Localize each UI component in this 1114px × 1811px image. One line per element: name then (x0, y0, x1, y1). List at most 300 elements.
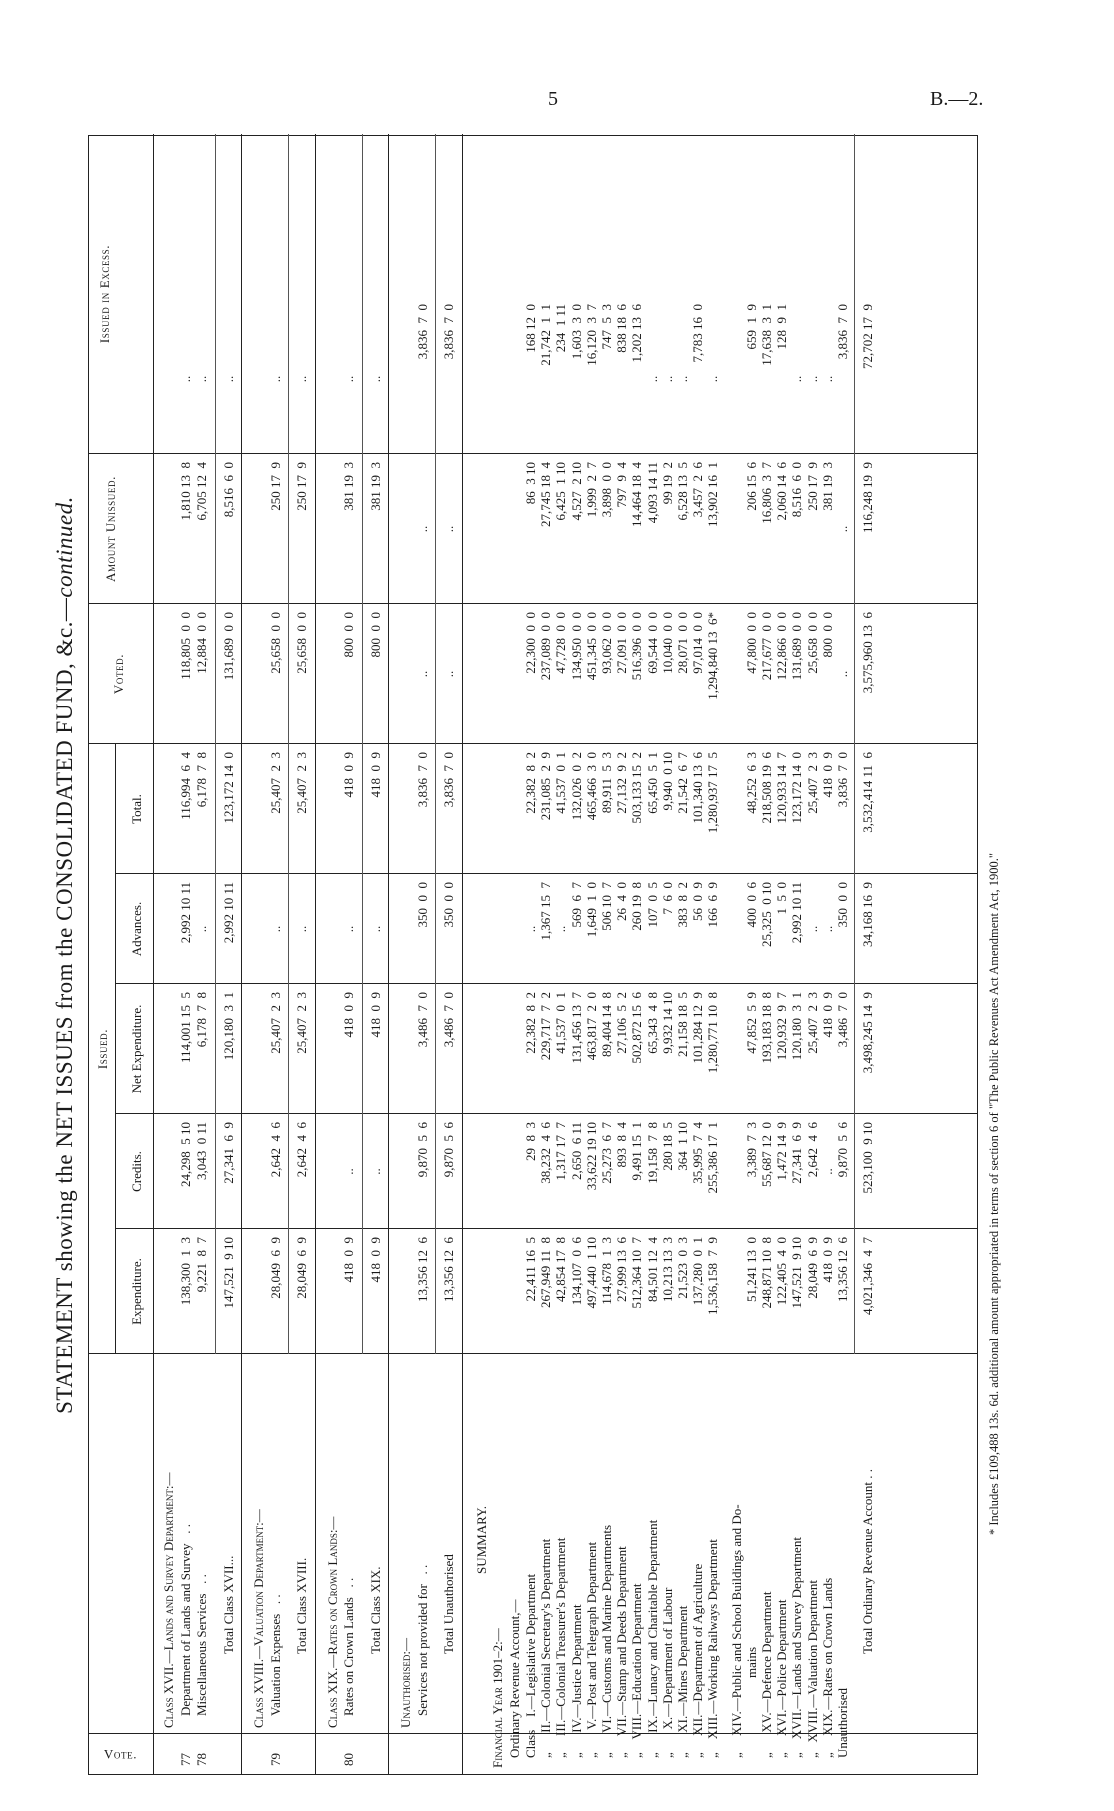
summary-adv: .. (804, 925, 820, 933)
header-advances: Advances. (129, 901, 144, 957)
summary-cred: 9,491 15 1 (629, 1122, 645, 1181)
total-net: 25,407 2 3 (294, 992, 309, 1054)
row-rule (388, 134, 389, 1774)
summary-total-uns: 116,248 19 9 (860, 462, 876, 534)
summary-exp: 22,411 16 5 (523, 1237, 538, 1302)
summary-voted: 93,062 0 0 (599, 612, 614, 674)
class-title: Unauthorised:— (398, 1638, 413, 1728)
paper-reference: B.—2. (930, 88, 984, 110)
summary-cred: 2,650 6 11 (568, 1122, 584, 1181)
total-label: Total Class XIX. (367, 1566, 383, 1654)
total-exp: 28,049 6 9 (294, 1237, 309, 1299)
summary-net: 65,343 4 8 (644, 992, 660, 1054)
summary-uns: 381 19 3 (819, 462, 835, 511)
summary-adv: 1 5 0 (774, 882, 790, 915)
total-tot: 3,836 7 0 (441, 752, 456, 808)
summary-row-label: „ XI.—Mines Department (675, 1605, 690, 1758)
row-rule (115, 744, 116, 1354)
header-issued-in-excess: Issued in Excess. (97, 244, 112, 344)
summary-net: 3,486 7 0 (835, 992, 850, 1048)
summary-cred: 55,687 12 0 (759, 1122, 774, 1187)
header-expenditure: Expenditure. (129, 1258, 144, 1325)
footnote: * Includes £109,488 13s. 6d. additional amount appropriated in terms of section 6 of "The Public Revenues Act Amendment Act, 1900." (987, 853, 1001, 1535)
summary-net: 89,404 14 8 (599, 992, 614, 1057)
summary-cred: 364 1 10 (675, 1122, 690, 1171)
total-uns: 250 17 9 (294, 462, 309, 511)
summary-exp: 122,405 4 0 (774, 1237, 790, 1306)
summary-row-label: „ XVII.—Lands and Survey Department (789, 1537, 805, 1758)
item-name: Valuation Expenses . . (267, 1594, 283, 1716)
summary-tot: 65,450 5 1 (644, 752, 660, 814)
total-adv: 350 0 0 (441, 882, 456, 928)
summary-tot: 9,940 0 10 (659, 752, 675, 811)
summary-tot: 48,252 6 3 (743, 752, 759, 814)
summary-exp: 1,536,158 7 9 (705, 1237, 721, 1315)
summary-exc: 1,603 3 0 (568, 304, 584, 360)
total-uns: 381 19 3 (367, 462, 383, 511)
summary-exp: 512,364 10 7 (629, 1237, 645, 1309)
summary-cred: 1,317 17 7 (553, 1122, 569, 1181)
summary-exp: 248,871 10 8 (759, 1237, 774, 1309)
summary-net: 418 0 9 (819, 992, 835, 1038)
summary-uns: 1,999 2 7 (583, 462, 599, 518)
row-rule (215, 134, 216, 1354)
summary-tot: 89,911 5 3 (599, 752, 614, 814)
item-exp: 418 0 9 (341, 1237, 356, 1283)
vote-number: 80 (341, 1753, 356, 1766)
summary-adv: 2,992 10 11 (789, 882, 805, 944)
summary-adv: 56 0 9 (690, 882, 706, 921)
item-exc: .. (341, 375, 356, 383)
summary-total-exc: 72,702 17 9 (860, 304, 876, 369)
summary-voted: 47,728 0 0 (553, 612, 569, 674)
summary-cred: 2,642 4 6 (804, 1122, 820, 1178)
summary-exc: 17,638 3 1 (759, 304, 774, 366)
summary-cred: 893 8 4 (614, 1122, 630, 1168)
summary-row-label: „ IX.—Lunacy and Charitable Department (644, 1519, 660, 1758)
total-voted: 131,689 0 0 (220, 612, 236, 681)
summary-uns: 250 17 9 (804, 462, 820, 511)
item-uns: .. (414, 525, 430, 533)
summary-adv: 166 6 9 (705, 882, 721, 928)
summary-cred: 19,158 7 8 (644, 1122, 660, 1184)
summary-uns: 3,898 0 0 (599, 462, 614, 518)
total-tot: 123,172 14 0 (220, 752, 236, 824)
header-voted: Voted. (111, 653, 126, 695)
summary-tot: 123,172 14 0 (789, 752, 805, 824)
item-tot: 6,178 7 8 (194, 752, 209, 808)
summary-adv: 350 0 0 (835, 882, 850, 928)
summary-cred: 38,232 4 6 (538, 1122, 554, 1184)
total-label: Total Unauthorised (441, 1554, 456, 1654)
summary-net: 101,284 12 9 (690, 992, 706, 1064)
item-adv: 2,992 10 11 (177, 882, 193, 944)
item-adv: .. (341, 925, 356, 933)
item-voted: 118,805 0 0 (177, 612, 193, 680)
summary-row-label: „ XIII.—Working Railways Department (705, 1539, 721, 1758)
summary-exp: 114,678 1 3 (599, 1237, 614, 1305)
summary-net: 41,537 0 1 (553, 992, 569, 1054)
item-name: Department of Lands and Survey . . (177, 1523, 193, 1716)
summary-uns: 27,745 18 4 (538, 462, 554, 527)
total-label: Total Class XVII... (220, 1555, 236, 1654)
summary-tot: 25,407 2 3 (804, 752, 820, 814)
summary-adv: .. (523, 925, 538, 933)
item-tot: 25,407 2 3 (267, 752, 283, 814)
summary-exc: .. (659, 375, 675, 383)
summary-uns: 797 9 4 (614, 462, 630, 508)
title-text: STATEMENT showing the NET ISSUES from the CONSOLIDATED FUND, &c.— (52, 597, 77, 1414)
header-vote: Vote. (103, 1746, 138, 1762)
total-cred: .. (367, 1168, 383, 1175)
summary-uns: 206 15 6 (743, 462, 759, 511)
item-voted: 800 0 0 (341, 612, 356, 658)
summary-net: 1,280,771 10 8 (705, 992, 721, 1074)
item-exc: .. (177, 375, 193, 383)
summary-exc: 234 1 11 (553, 304, 569, 353)
total-cred: 27,341 6 9 (220, 1122, 236, 1184)
rotated-statement (52, 135, 1052, 1775)
summary-adv: 7 6 0 (659, 882, 675, 915)
summary-voted: 22,300 0 0 (523, 612, 538, 674)
summary-cred: 25,273 6 7 (599, 1122, 614, 1184)
summary-row-label: „ III.—Colonial Treasurer's Department (553, 1537, 569, 1758)
item-net: 114,001 15 5 (177, 992, 193, 1064)
total-net: 3,486 7 0 (441, 992, 456, 1048)
summary-voted: 131,689 0 0 (789, 612, 805, 681)
summary-net: 463,817 2 0 (583, 992, 599, 1061)
summary-tot: 503,133 15 2 (629, 752, 645, 824)
summary-tot: 27,132 9 2 (614, 752, 630, 814)
summary-exc: .. (819, 375, 835, 383)
summary-voted: 451,345 0 0 (583, 612, 599, 681)
summary-net: 502,872 15 6 (629, 992, 645, 1064)
row-rule (854, 134, 855, 1354)
summary-tot: 120,933 14 7 (774, 752, 790, 824)
summary-exp: 267,949 11 8 (538, 1237, 554, 1309)
summary-uns: 6,528 13 5 (675, 462, 690, 521)
header-credits: Credits. (129, 1151, 144, 1192)
summary-voted: 800 0 0 (819, 612, 835, 658)
total-label: Total Class XVIII. (294, 1557, 309, 1654)
summary-exc: .. (644, 375, 660, 383)
summary-exc: .. (675, 375, 690, 383)
row-rule (288, 134, 289, 1354)
summary-adv: 107 0 5 (644, 882, 660, 928)
summary-exp: 51,241 13 0 (743, 1237, 759, 1302)
title-continued: continued. (52, 496, 77, 598)
item-name: Services not provided for . . (414, 1564, 430, 1716)
row-rule (153, 134, 154, 1774)
item-exp: 138,300 1 3 (177, 1237, 193, 1306)
summary-voted: 516,396 0 0 (629, 612, 645, 681)
total-cred: 9,870 5 6 (441, 1122, 456, 1178)
summary-uns: 3,457 2 6 (690, 462, 706, 518)
summary-voted: .. (835, 670, 850, 678)
summary-adv: .. (819, 925, 835, 933)
summary-exc: 168 12 0 (523, 304, 538, 353)
summary-net: 193,183 18 8 (759, 992, 774, 1064)
summary-voted: 69,544 0 0 (644, 612, 660, 674)
summary-cred: 1,472 14 9 (774, 1122, 790, 1181)
total-exp: 147,521 9 10 (220, 1237, 236, 1309)
summary-voted: 134,950 0 0 (568, 612, 584, 681)
summary-voted: 25,658 0 0 (804, 612, 820, 674)
summary-tot: 3,836 7 0 (835, 752, 850, 808)
class-title: Class XVII.—Lands and Survey Department:— (161, 1472, 176, 1728)
vote-number: 77 (177, 1753, 193, 1766)
item-name: Miscellaneous Services . . (194, 1574, 209, 1716)
summary-exp: 84,501 12 4 (644, 1237, 660, 1302)
class-title: Class XIX.—Rates on Crown Lands:— (324, 1516, 340, 1728)
summary-exp: 28,049 6 9 (804, 1237, 820, 1299)
summary-adv: 569 6 7 (568, 882, 584, 928)
statement-table (88, 135, 978, 1775)
total-adv: .. (367, 925, 383, 933)
total-exc: 3,836 7 0 (441, 304, 456, 360)
summary-voted: 10,040 0 0 (659, 612, 675, 674)
summary-row-label: „ VI.—Customs and Marine Departments (599, 1525, 614, 1758)
summary-exc: .. (789, 375, 805, 383)
summary-exc: 659 1 9 (743, 304, 759, 350)
item-uns: 6,705 12 4 (194, 462, 209, 521)
item-adv: .. (267, 925, 283, 933)
item-net: 3,486 7 0 (414, 992, 430, 1048)
item-adv: .. (194, 925, 209, 933)
total-cred: 2,642 4 6 (294, 1122, 309, 1178)
ordinary-revenue-account: Ordinary Revenue Account,— (506, 1599, 522, 1758)
summary-net: 120,180 3 1 (789, 992, 805, 1061)
item-adv: 350 0 0 (414, 882, 430, 928)
item-tot: 116,994 6 4 (177, 752, 193, 820)
summary-uns: 2,060 14 6 (774, 462, 790, 521)
item-net: 418 0 9 (341, 992, 356, 1038)
item-uns: 381 19 3 (341, 462, 356, 511)
summary-exp: 13,356 12 6 (835, 1237, 850, 1302)
summary-row-label: „ XV.—Defence Department (759, 1591, 774, 1758)
total-net: 120,180 3 1 (220, 992, 236, 1061)
summary-adv: 383 8 2 (675, 882, 690, 928)
summary-total-exp: 4,021,346 4 7 (860, 1237, 876, 1315)
summary-tot: 21,542 6 7 (675, 752, 690, 814)
summary-row-label: „ XII.—Department of Agriculture (690, 1563, 706, 1758)
item-voted: 25,658 0 0 (267, 612, 283, 674)
summary-exp: 42,854 17 8 (553, 1237, 569, 1302)
summary-exp: 497,440 1 10 (583, 1237, 599, 1309)
item-exc: 3,836 7 0 (414, 304, 430, 360)
summary-total-adv: 34,168 16 9 (860, 882, 876, 947)
summary-uns: 99 19 2 (659, 462, 675, 505)
summary-row-label: „ XIV.—Public and School Buildings and Do- (728, 1504, 744, 1758)
summary-exp: 10,213 13 3 (659, 1237, 675, 1302)
summary-row-label: „ II.—Colonial Secretary's Department (538, 1538, 554, 1758)
row-rule (435, 134, 436, 1354)
total-uns: 8,516 6 0 (220, 462, 236, 518)
item-cred: 24,298 5 10 (177, 1122, 193, 1187)
summary-total-voted: 3,575,960 13 6 (860, 612, 876, 694)
summary-adv: .. (553, 925, 569, 933)
summary-total-label: Total Ordinary Revenue Account . . (860, 1468, 876, 1654)
summary-exc: 1,202 13 6 (629, 304, 645, 363)
summary-adv: 400 0 6 (743, 882, 759, 928)
total-adv: 2,992 10 11 (220, 882, 236, 944)
summary-row-label: Class I.—Legislative Department (523, 1573, 538, 1758)
summary-exc: 7,783 16 0 (690, 304, 706, 363)
summary-tot: 218,508 19 6 (759, 752, 774, 824)
total-adv: .. (294, 925, 309, 933)
header-amount-unissued: Amount Unissued. (103, 476, 118, 582)
row-rule (362, 134, 363, 1354)
summary-uns: 16,806 3 7 (759, 462, 774, 524)
summary-adv: 26 4 0 (614, 882, 630, 921)
summary-tot: 418 0 9 (819, 752, 835, 798)
item-exp: 9,221 8 7 (194, 1237, 209, 1293)
summary-exp: 418 0 9 (819, 1237, 835, 1283)
summary-tot: 231,085 2 9 (538, 752, 554, 821)
header-net-expenditure: Net Expenditure. (129, 1004, 144, 1094)
summary-exp: 21,523 0 3 (675, 1237, 690, 1299)
summary-uns: 14,464 18 4 (629, 462, 645, 527)
item-cred: 9,870 5 6 (414, 1122, 430, 1178)
summary-net: 229,717 7 2 (538, 992, 554, 1061)
row-rule (241, 134, 242, 1774)
total-net: 418 0 9 (367, 992, 383, 1038)
summary-exc: 747 5 3 (599, 304, 614, 350)
total-voted: 800 0 0 (367, 612, 383, 658)
summary-net: 131,456 13 7 (568, 992, 584, 1064)
summary-uns: 13,902 16 1 (705, 462, 721, 527)
item-name: Rates on Crown Lands . . (341, 1577, 356, 1716)
summary-voted: 97,014 0 0 (690, 612, 706, 674)
summary-uns: 4,527 2 10 (568, 462, 584, 521)
summary-voted: 237,089 0 0 (538, 612, 554, 681)
summary-row-label: „ XIX.—Rates on Crown Lands (819, 1577, 835, 1758)
summary-cred: 27,341 6 9 (789, 1122, 805, 1184)
item-exc: .. (267, 375, 283, 383)
total-exc: .. (220, 375, 236, 383)
financial-year: Financial Year 1901–2:— (490, 1628, 505, 1768)
summary-uns: 86 3 10 (523, 462, 538, 505)
summary-voted: 1,294,840 13 6* (705, 612, 721, 700)
summary-voted: 27,091 0 0 (614, 612, 630, 674)
summary-tot: 465,466 3 0 (583, 752, 599, 821)
total-tot: 25,407 2 3 (294, 752, 309, 814)
row-rule (462, 134, 463, 1774)
summary-voted: 28,071 0 0 (675, 612, 690, 674)
header-issued: Issued. (95, 1028, 110, 1070)
summary-cred: 280 18 5 (659, 1122, 675, 1171)
summary-cred: 9,870 5 6 (835, 1122, 850, 1178)
summary-row-label: „ X.—Department of Labour (659, 1587, 675, 1758)
summary-exc: 128 9 1 (774, 304, 790, 350)
summary-exc: 16,120 3 7 (583, 304, 599, 366)
summary-total-tot: 3,532,414 11 6 (860, 752, 876, 833)
summary-total-net: 3,498,245 14 9 (860, 992, 876, 1074)
summary-cred: 35,995 7 4 (690, 1122, 706, 1184)
total-tot: 418 0 9 (367, 752, 383, 798)
summary-heading: SUMMARY. (473, 1505, 489, 1574)
summary-exc: .. (804, 375, 820, 383)
item-exp: 28,049 6 9 (267, 1237, 283, 1299)
statement-title (52, 135, 78, 1775)
item-voted: .. (414, 670, 430, 678)
item-net: 6,178 7 8 (194, 992, 209, 1048)
total-voted: .. (441, 670, 456, 678)
summary-exp: 27,999 13 6 (614, 1237, 630, 1302)
summary-row-label: „ VII.—Stamp and Deeds Department (614, 1546, 630, 1758)
item-uns: 1,810 13 8 (177, 462, 193, 521)
summary-exc: 838 18 6 (614, 304, 630, 353)
summary-tot: 41,537 0 1 (553, 752, 569, 814)
summary-adv: 25,325 0 10 (759, 882, 774, 947)
total-exp: 418 0 9 (367, 1237, 383, 1283)
summary-exp: 134,107 0 6 (568, 1237, 584, 1306)
summary-row-label: „ V.—Post and Telegraph Department (583, 1541, 599, 1758)
summary-adv: 1,367 15 7 (538, 882, 554, 941)
vote-number: 78 (194, 1753, 209, 1766)
summary-row-label: Unauthorised (835, 1687, 850, 1758)
summary-adv: 506 10 7 (599, 882, 614, 931)
item-net: 25,407 2 3 (267, 992, 283, 1054)
summary-exc: 3,836 7 0 (835, 304, 850, 360)
summary-row-label: „ IV.—Justice Department (568, 1604, 584, 1758)
summary-voted: 47,800 0 0 (743, 612, 759, 674)
item-cred: .. (341, 1168, 356, 1175)
total-uns: .. (441, 525, 456, 533)
summary-cred: .. (819, 1168, 835, 1175)
summary-exc: 21,742 1 1 (538, 304, 554, 366)
summary-tot: 22,382 8 2 (523, 752, 538, 814)
header-total: Total. (129, 794, 144, 824)
summary-row-label: „ VIII.—Education Department (629, 1583, 645, 1758)
summary-uns: 8,516 6 0 (789, 462, 805, 518)
vote-number: 79 (267, 1753, 283, 1766)
summary-tot: 1,280,937 17 5 (705, 752, 721, 834)
summary-uns: .. (835, 525, 850, 533)
item-voted: 12,884 0 0 (194, 612, 209, 674)
summary-net: 47,852 5 9 (743, 992, 759, 1054)
summary-net: 27,106 5 2 (614, 992, 630, 1054)
item-tot: 418 0 9 (341, 752, 356, 798)
summary-adv: 1,649 1 0 (583, 882, 599, 938)
summary-voted: 122,866 0 0 (774, 612, 790, 681)
summary-cred: 3,389 7 3 (743, 1122, 759, 1178)
summary-net: 21,158 18 5 (675, 992, 690, 1057)
summary-uns: 4,093 14 11 (644, 462, 660, 524)
summary-tot: 101,340 13 6 (690, 752, 706, 824)
total-exc: .. (294, 375, 309, 383)
summary-net: 9,932 14 10 (659, 992, 675, 1054)
summary-row-label: „ XVIII.—Valuation Department (804, 1580, 820, 1758)
summary-adv: 260 19 8 (629, 882, 645, 931)
summary-net: 120,932 9 7 (774, 992, 790, 1061)
summary-exp: 147,521 9 10 (789, 1237, 805, 1309)
class-title: Class XVIII.—Valuation Department:— (251, 1509, 266, 1728)
page-number: 5 (548, 88, 558, 110)
summary-total-cred: 523,100 9 10 (860, 1122, 876, 1194)
summary-cred: 33,622 19 10 (583, 1122, 599, 1191)
summary-exp: 137,280 0 1 (690, 1237, 706, 1306)
summary-uns: 6,425 1 10 (553, 462, 569, 521)
summary-cred: 255,386 17 1 (705, 1122, 721, 1194)
summary-net: 25,407 2 3 (804, 992, 820, 1054)
item-cred: 2,642 4 6 (267, 1122, 283, 1178)
item-uns: 250 17 9 (267, 462, 283, 511)
item-tot: 3,836 7 0 (414, 752, 430, 808)
summary-net: 22,382 8 2 (523, 992, 538, 1054)
summary-cred: 29 8 3 (523, 1122, 538, 1161)
item-cred: 3,043 0 11 (194, 1122, 209, 1181)
